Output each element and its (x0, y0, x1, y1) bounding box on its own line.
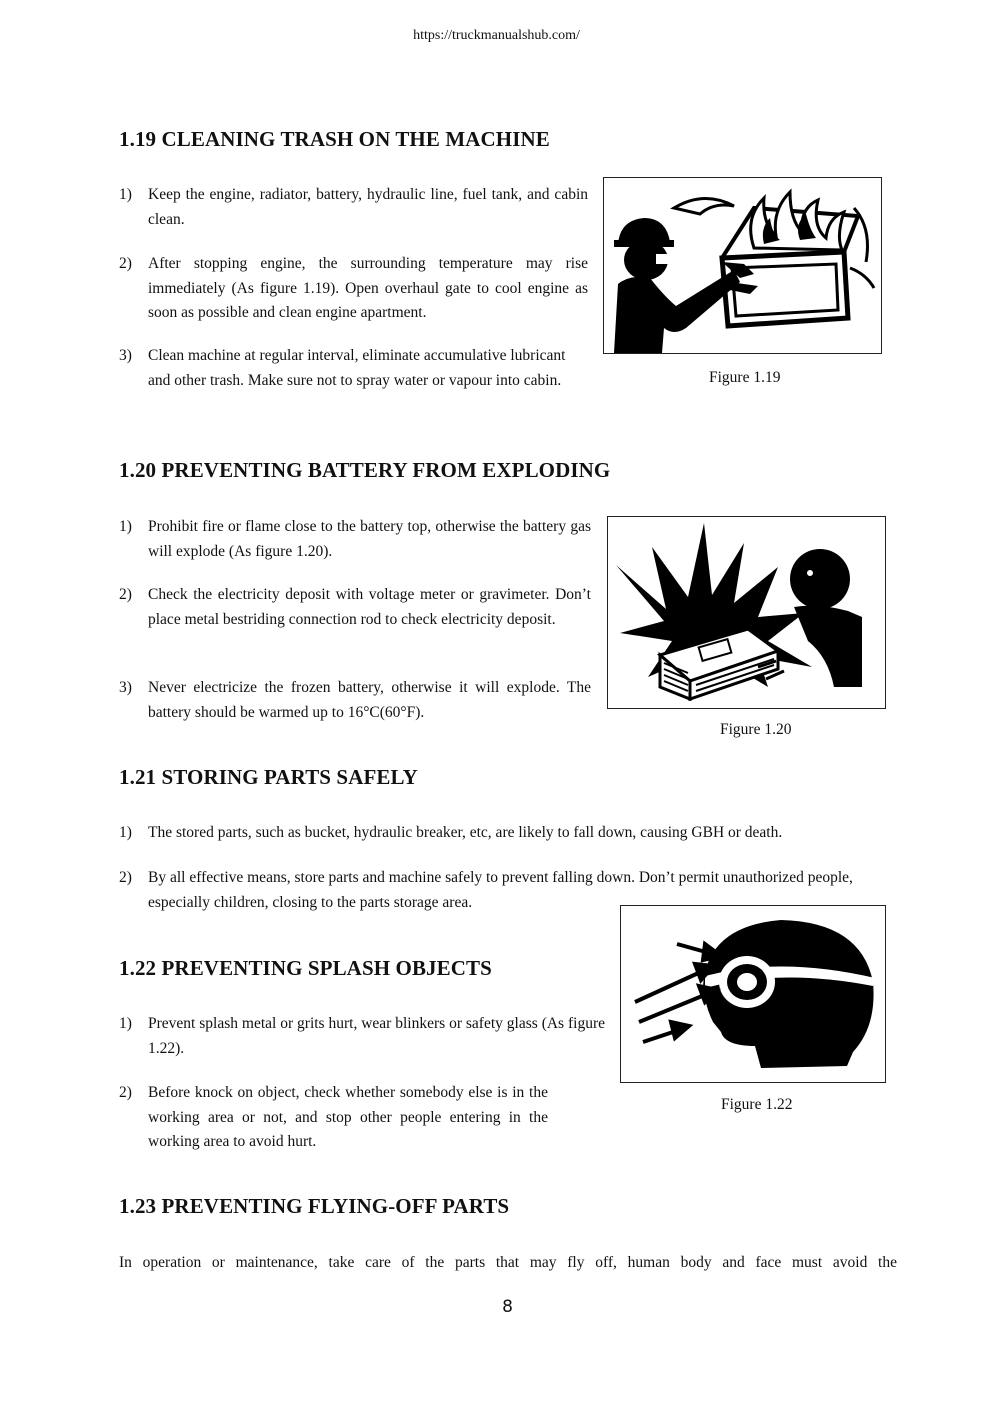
list-item (119, 821, 897, 846)
list-item (119, 1081, 548, 1155)
item-number: 2) (119, 869, 132, 886)
item-text: The stored parts, such as bucket, hydraulic breaker, etc, are likely to fall down, causing GBH or death. (148, 824, 783, 841)
item-number: 1) (119, 518, 132, 535)
item-text: By all effective means, store parts and machine safely to prevent falling down. Don’t permit unauthorized people, especially children, closing to the parts storage area. (148, 869, 853, 911)
item-text: Never electricize the frozen battery, otherwise it will explode. The battery should be warmed up to 16°C(60°F). (148, 679, 591, 721)
list-item (119, 252, 588, 326)
item-number: 1) (119, 186, 132, 203)
item-number: 3) (119, 347, 132, 364)
figure-1-19-engine-fire (603, 177, 882, 354)
list-item (119, 515, 591, 564)
engine-fire-illustration (604, 178, 881, 353)
item-number: 2) (119, 255, 132, 272)
figure-1-22-splash-goggles (620, 905, 886, 1083)
header-url: https://truckmanualshub.com/ (413, 28, 580, 43)
figure-caption: Figure 1.20 (720, 721, 792, 738)
item-text: Clean machine at regular interval, eliminate accumulative lubricant and other trash. Make sure not to spray water or vapour into cabin. (148, 347, 566, 389)
section-title-1-22: 1.22 PREVENTING SPLASH OBJECTS (119, 956, 492, 980)
section-title-1-20: 1.20 PREVENTING BATTERY FROM EXPLODING (119, 458, 611, 482)
section-title-1-23: 1.23 PREVENTING FLYING-OFF PARTS (119, 1194, 510, 1218)
item-text: After stopping engine, the surrounding temperature may rise immediately (As figure 1.19). Open overhaul gate to cool engine as soon as possible and clean engine apartment. (148, 255, 588, 321)
item-number: 1) (119, 824, 132, 841)
figure-caption: Figure 1.19 (709, 369, 781, 386)
item-text: Check the electricity deposit with voltage meter or gravimeter. Don’t place metal bestriding connection rod to check electricity deposit. (148, 586, 591, 628)
section-title-1-19: 1.19 CLEANING TRASH ON THE MACHINE (119, 127, 550, 151)
figure-1-20-battery-explosion (607, 516, 886, 709)
page-number: 8 (502, 1297, 513, 1317)
item-number: 3) (119, 679, 132, 696)
list-item (119, 183, 588, 232)
item-text: Before knock on object, check whether somebody else is in the working area or not, and stop other people entering in the working area to avoid hurt. (148, 1084, 548, 1150)
figure-caption: Figure 1.22 (721, 1096, 793, 1113)
list-item (119, 676, 591, 725)
item-number: 2) (119, 1084, 132, 1101)
item-text: Prohibit fire or flame close to the battery top, otherwise the battery gas will explode (As figure 1.20). (148, 518, 591, 560)
list-item (119, 1012, 605, 1061)
item-text: Keep the engine, radiator, battery, hydraulic line, fuel tank, and cabin clean. (148, 186, 588, 228)
paragraph: In operation or maintenance, take care of the parts that may fly off, human body and face must avoid the (119, 1254, 897, 1271)
battery-explosion-illustration (608, 517, 885, 708)
list-item (119, 344, 588, 393)
item-number: 1) (119, 1015, 132, 1032)
item-text: Prevent splash metal or grits hurt, wear blinkers or safety glass (As figure 1.22). (148, 1015, 605, 1057)
section-title-1-21: 1.21 STORING PARTS SAFELY (119, 765, 418, 789)
item-number: 2) (119, 586, 132, 603)
list-item (119, 583, 591, 632)
splash-goggles-illustration (621, 906, 885, 1082)
